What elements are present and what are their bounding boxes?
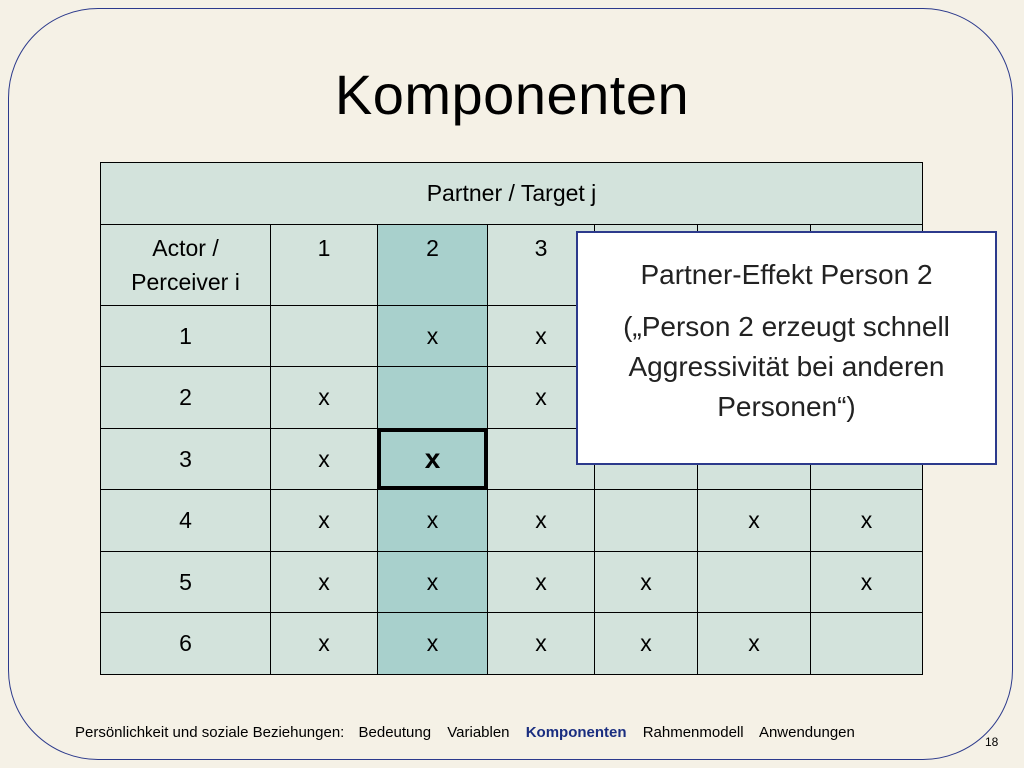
row-label: 1 (101, 306, 271, 367)
footer-prefix: Persönlichkeit und soziale Beziehungen: (75, 724, 345, 741)
table-row (101, 613, 923, 675)
nav-item-variablen[interactable]: Variablen (447, 724, 510, 741)
column-header: 2 (378, 225, 488, 306)
page-number: 18 (985, 735, 999, 749)
table-cell: x (595, 613, 698, 675)
footer-nav (75, 724, 867, 741)
table-cell: x (271, 490, 378, 552)
nav-item-komponenten[interactable]: Komponenten (525, 724, 627, 741)
table-cell: x (811, 490, 923, 552)
table-cell (811, 613, 923, 675)
nav-item-rahmenmodell[interactable]: Rahmenmodell (642, 724, 744, 741)
partner-effect-callout (576, 231, 997, 465)
table-cell (698, 552, 811, 613)
table-cell (595, 490, 698, 552)
boxed-cell-value: x (378, 429, 487, 489)
table-cell: x (488, 367, 595, 429)
table-cell: x (488, 613, 595, 675)
row-label: 3 (101, 429, 271, 490)
table-cell: x (271, 367, 378, 429)
partner-target-header: Partner / Target j (101, 163, 923, 225)
callout-body: („Person 2 erzeugt schnell Aggressivität bei anderen Personen“) (623, 311, 950, 422)
callout-title: Partner-Effekt Person 2 (640, 259, 933, 290)
actor-label-line1: Actor / (152, 235, 219, 261)
row-label: 5 (101, 552, 271, 613)
table-row (101, 552, 923, 613)
table-cell: x (378, 490, 488, 552)
table-cell: x (595, 552, 698, 613)
table-cell: x (811, 552, 923, 613)
actor-perceiver-label (101, 225, 271, 306)
row-label: 2 (101, 367, 271, 429)
table-cell: x (698, 613, 811, 675)
table-cell: x (271, 613, 378, 675)
nav-item-anwendungen[interactable]: Anwendungen (758, 724, 855, 741)
boxed-cell (378, 429, 488, 490)
column-header: 1 (271, 225, 378, 306)
table-cell: x (488, 552, 595, 613)
slide-title: Komponenten (334, 63, 690, 126)
table-cell (378, 367, 488, 429)
column-header: 3 (488, 225, 595, 306)
actor-label-line2: Perceiver i (131, 269, 240, 295)
table-cell: x (378, 613, 488, 675)
table-cell: x (488, 306, 595, 367)
nav-item-bedeutung[interactable]: Bedeutung (358, 724, 432, 741)
table-row (101, 490, 923, 552)
table-cell: x (488, 490, 595, 552)
table-cell (271, 306, 378, 367)
row-label: 4 (101, 490, 271, 552)
table-cell: x (378, 552, 488, 613)
table-cell: x (698, 490, 811, 552)
table-cell: x (271, 429, 378, 490)
table-cell: x (378, 306, 488, 367)
row-label: 6 (101, 613, 271, 675)
table-cell: x (271, 552, 378, 613)
